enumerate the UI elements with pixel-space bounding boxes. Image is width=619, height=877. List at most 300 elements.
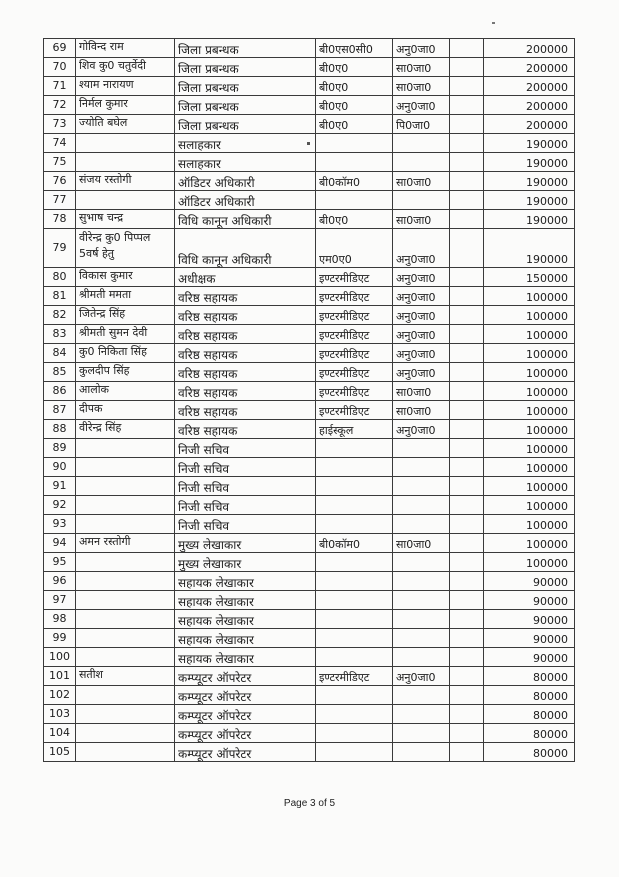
serial-number-cell: 103: [44, 705, 76, 724]
qualification-cell: [316, 743, 393, 762]
blank-cell: [450, 591, 484, 610]
blank-cell: [450, 382, 484, 401]
designation-cell: वरिष्ठ सहायक: [175, 325, 316, 344]
category-cell: अनु0जा0: [393, 96, 450, 115]
qualification-cell: [316, 686, 393, 705]
category-cell: [393, 629, 450, 648]
table-row: [44, 458, 575, 477]
blank-cell: [450, 724, 484, 743]
blank-cell: [450, 458, 484, 477]
qualification-cell: [316, 610, 393, 629]
serial-number-cell: 99: [44, 629, 76, 648]
serial-number-cell: 80: [44, 268, 76, 287]
qualification-cell: [316, 477, 393, 496]
table-row: [44, 77, 575, 96]
blank-cell: [450, 172, 484, 191]
category-cell: अनु0जा0: [393, 39, 450, 58]
qualification-cell: [316, 705, 393, 724]
category-cell: [393, 477, 450, 496]
table-row: [44, 115, 575, 134]
salary-cell: 100000: [484, 496, 575, 515]
designation-cell: ऑडिटर अधिकारी: [175, 172, 316, 191]
salary-cell: 100000: [484, 458, 575, 477]
blank-cell: [450, 306, 484, 325]
qualification-cell: [316, 191, 393, 210]
category-cell: [393, 458, 450, 477]
designation-cell: सहायक लेखाकार: [175, 610, 316, 629]
salary-cell: 90000: [484, 591, 575, 610]
employee-name-cell: [76, 496, 175, 515]
qualification-cell: [316, 572, 393, 591]
serial-number-cell: 93: [44, 515, 76, 534]
qualification-cell: इण्टरमीडिएट: [316, 382, 393, 401]
blank-cell: [450, 39, 484, 58]
table-row: [44, 515, 575, 534]
table-row: [44, 705, 575, 724]
salary-cell: 100000: [484, 553, 575, 572]
qualification-cell: बी0कॉम0: [316, 172, 393, 191]
serial-number-cell: 71: [44, 77, 76, 96]
scan-speck: [492, 22, 495, 24]
qualification-cell: [316, 591, 393, 610]
category-cell: सा0जा0: [393, 58, 450, 77]
salary-cell: 80000: [484, 686, 575, 705]
employee-name-cell: [76, 191, 175, 210]
employee-name-cell: [76, 629, 175, 648]
table-row: [44, 629, 575, 648]
blank-cell: [450, 572, 484, 591]
salary-cell: 90000: [484, 629, 575, 648]
blank-cell: [450, 629, 484, 648]
qualification-cell: एम0ए0: [316, 229, 393, 268]
salary-cell: 190000: [484, 134, 575, 153]
category-cell: अनु0जा0: [393, 667, 450, 686]
employee-name-cell: [76, 724, 175, 743]
serial-number-cell: 77: [44, 191, 76, 210]
designation-cell: विधि कानून अधिकारी: [175, 210, 316, 229]
table-row: [44, 306, 575, 325]
salary-cell: 100000: [484, 477, 575, 496]
qualification-cell: [316, 496, 393, 515]
blank-cell: [450, 229, 484, 268]
designation-cell: निजी सचिव: [175, 496, 316, 515]
category-cell: [393, 724, 450, 743]
employee-name-cell: [76, 743, 175, 762]
table-row: [44, 439, 575, 458]
employee-name-cell: [76, 458, 175, 477]
qualification-cell: इण्टरमीडिएट: [316, 363, 393, 382]
table-row: [44, 553, 575, 572]
table-row: [44, 268, 575, 287]
serial-number-cell: 90: [44, 458, 76, 477]
blank-cell: [450, 287, 484, 306]
category-cell: सा0जा0: [393, 382, 450, 401]
qualification-cell: इण्टरमीडिएट: [316, 325, 393, 344]
designation-cell: जिला प्रबन्धक: [175, 58, 316, 77]
serial-number-cell: 92: [44, 496, 76, 515]
table-row: [44, 382, 575, 401]
designation-cell: जिला प्रबन्धक: [175, 39, 316, 58]
category-cell: [393, 686, 450, 705]
employee-name-cell: श्रीमती सुमन देवी: [76, 325, 175, 344]
serial-number-cell: 101: [44, 667, 76, 686]
blank-cell: [450, 667, 484, 686]
employee-name-cell: शिव कु0 चतुर्वेदी: [76, 58, 175, 77]
category-cell: [393, 648, 450, 667]
designation-cell: वरिष्ठ सहायक: [175, 382, 316, 401]
blank-cell: [450, 743, 484, 762]
category-cell: [393, 553, 450, 572]
salary-cell: 200000: [484, 58, 575, 77]
employee-name-cell: [76, 686, 175, 705]
salary-cell: 200000: [484, 39, 575, 58]
qualification-cell: बी0कॉम0: [316, 534, 393, 553]
qualification-cell: हाईस्कूल: [316, 420, 393, 439]
employee-name-cell: जितेन्द्र सिंह: [76, 306, 175, 325]
qualification-cell: बी0ए0: [316, 115, 393, 134]
employee-name-cell: श्याम नारायण: [76, 77, 175, 96]
employee-name-cell: [76, 591, 175, 610]
category-cell: [393, 610, 450, 629]
serial-number-cell: 69: [44, 39, 76, 58]
salary-cell: 100000: [484, 325, 575, 344]
page-footer: Page 3 of 5: [283, 798, 336, 809]
employee-name-cell: कु0 निकिता सिंह: [76, 344, 175, 363]
category-cell: [393, 572, 450, 591]
table-row: [44, 325, 575, 344]
salary-cell: 100000: [484, 401, 575, 420]
blank-cell: [450, 515, 484, 534]
employee-name-cell: [76, 153, 175, 172]
employee-name-cell: वीरेन्द्र कु0 पिप्पल 5वर्ष हेतु: [76, 229, 175, 268]
salary-cell: 190000: [484, 172, 575, 191]
blank-cell: [450, 58, 484, 77]
salary-cell: 100000: [484, 287, 575, 306]
employee-name-cell: आलोक: [76, 382, 175, 401]
table-row: [44, 210, 575, 229]
serial-number-cell: 83: [44, 325, 76, 344]
serial-number-cell: 97: [44, 591, 76, 610]
category-cell: अनु0जा0: [393, 287, 450, 306]
blank-cell: [450, 553, 484, 572]
serial-number-cell: 105: [44, 743, 76, 762]
designation-cell: कम्प्यूटर ऑपरेटर: [175, 743, 316, 762]
serial-number-cell: 82: [44, 306, 76, 325]
designation-cell: निजी सचिव: [175, 439, 316, 458]
serial-number-cell: 79: [44, 229, 76, 268]
serial-number-cell: 89: [44, 439, 76, 458]
blank-cell: [450, 686, 484, 705]
designation-cell: मुख्य लेखाकार: [175, 553, 316, 572]
qualification-cell: [316, 134, 393, 153]
designation-cell: अधीक्षक: [175, 268, 316, 287]
designation-cell: सहायक लेखाकार: [175, 572, 316, 591]
table-row: [44, 344, 575, 363]
serial-number-cell: 98: [44, 610, 76, 629]
table-row: [44, 401, 575, 420]
qualification-cell: [316, 515, 393, 534]
salary-cell: 90000: [484, 648, 575, 667]
table-row: [44, 591, 575, 610]
serial-number-cell: 85: [44, 363, 76, 382]
employee-name-cell: सुभाष चन्द्र: [76, 210, 175, 229]
table-row: [44, 648, 575, 667]
category-cell: [393, 515, 450, 534]
table-row: [44, 229, 575, 268]
employee-name-cell: कुलदीप सिंह: [76, 363, 175, 382]
designation-cell: वरिष्ठ सहायक: [175, 401, 316, 420]
table-row: [44, 58, 575, 77]
serial-number-cell: 91: [44, 477, 76, 496]
category-cell: अनु0जा0: [393, 229, 450, 268]
designation-cell: कम्प्यूटर ऑपरेटर: [175, 667, 316, 686]
table-row: [44, 534, 575, 553]
category-cell: [393, 134, 450, 153]
employee-name-cell: [76, 572, 175, 591]
qualification-cell: [316, 629, 393, 648]
serial-number-cell: 88: [44, 420, 76, 439]
designation-cell: मुख्य लेखाकार: [175, 534, 316, 553]
serial-number-cell: 75: [44, 153, 76, 172]
table-row: [44, 724, 575, 743]
serial-number-cell: 96: [44, 572, 76, 591]
designation-cell: निजी सचिव: [175, 477, 316, 496]
serial-number-cell: 86: [44, 382, 76, 401]
qualification-cell: बी0एस0सी0: [316, 39, 393, 58]
blank-cell: [450, 96, 484, 115]
serial-number-cell: 100: [44, 648, 76, 667]
serial-number-cell: 76: [44, 172, 76, 191]
table-row: [44, 39, 575, 58]
blank-cell: [450, 115, 484, 134]
salary-cell: 100000: [484, 382, 575, 401]
designation-cell: सलाहकार: [175, 153, 316, 172]
blank-cell: [450, 191, 484, 210]
qualification-cell: [316, 648, 393, 667]
serial-number-cell: 87: [44, 401, 76, 420]
category-cell: सा0जा0: [393, 77, 450, 96]
employee-name-cell: वीरेन्द्र सिंह: [76, 420, 175, 439]
blank-cell: [450, 325, 484, 344]
category-cell: अनु0जा0: [393, 306, 450, 325]
employee-name-cell: [76, 134, 175, 153]
serial-number-cell: 102: [44, 686, 76, 705]
blank-cell: [450, 210, 484, 229]
serial-number-cell: 81: [44, 287, 76, 306]
salary-cell: 100000: [484, 344, 575, 363]
salary-cell: 80000: [484, 743, 575, 762]
employee-name-cell: [76, 553, 175, 572]
table-row: [44, 610, 575, 629]
serial-number-cell: 84: [44, 344, 76, 363]
qualification-cell: इण्टरमीडिएट: [316, 287, 393, 306]
blank-cell: [450, 344, 484, 363]
employee-name-cell: ज्योति बघेल: [76, 115, 175, 134]
designation-cell: ऑडिटर अधिकारी: [175, 191, 316, 210]
blank-cell: [450, 420, 484, 439]
category-cell: अनु0जा0: [393, 325, 450, 344]
salary-cell: 200000: [484, 77, 575, 96]
salary-cell: 80000: [484, 667, 575, 686]
qualification-cell: [316, 153, 393, 172]
qualification-cell: इण्टरमीडिएट: [316, 344, 393, 363]
employee-name-cell: [76, 705, 175, 724]
qualification-cell: बी0ए0: [316, 96, 393, 115]
employee-name-cell: [76, 610, 175, 629]
qualification-cell: [316, 458, 393, 477]
qualification-cell: इण्टरमीडिएट: [316, 306, 393, 325]
designation-cell: वरिष्ठ सहायक: [175, 420, 316, 439]
salary-cell: 190000: [484, 210, 575, 229]
table-row: [44, 743, 575, 762]
designation-cell: विधि कानून अधिकारी: [175, 229, 316, 268]
category-cell: सा0जा0: [393, 210, 450, 229]
category-cell: अनु0जा0: [393, 268, 450, 287]
salary-cell: 80000: [484, 724, 575, 743]
designation-cell: जिला प्रबन्धक: [175, 115, 316, 134]
qualification-cell: [316, 439, 393, 458]
salary-cell: 100000: [484, 439, 575, 458]
serial-number-cell: 95: [44, 553, 76, 572]
category-cell: [393, 591, 450, 610]
employee-name-cell: [76, 477, 175, 496]
blank-cell: [450, 363, 484, 382]
salary-cell: 100000: [484, 363, 575, 382]
salary-cell: 100000: [484, 420, 575, 439]
designation-cell: जिला प्रबन्धक: [175, 77, 316, 96]
qualification-cell: इण्टरमीडिएट: [316, 401, 393, 420]
salary-cell: 90000: [484, 610, 575, 629]
serial-number-cell: 73: [44, 115, 76, 134]
salary-cell: 100000: [484, 515, 575, 534]
employee-name-cell: श्रीमती ममता: [76, 287, 175, 306]
salary-cell: 90000: [484, 572, 575, 591]
designation-cell: कम्प्यूटर ऑपरेटर: [175, 724, 316, 743]
serial-number-cell: 104: [44, 724, 76, 743]
employee-name-cell: विकास कुमार: [76, 268, 175, 287]
category-cell: अनु0जा0: [393, 344, 450, 363]
employee-name-cell: [76, 439, 175, 458]
table-row: [44, 287, 575, 306]
designation-cell: सहायक लेखाकार: [175, 591, 316, 610]
designation-cell: निजी सचिव: [175, 458, 316, 477]
designation-cell: निजी सचिव: [175, 515, 316, 534]
qualification-cell: बी0ए0: [316, 210, 393, 229]
designation-cell: जिला प्रबन्धक: [175, 96, 316, 115]
employee-name-cell: [76, 515, 175, 534]
category-cell: अनु0जा0: [393, 363, 450, 382]
serial-number-cell: 94: [44, 534, 76, 553]
salary-cell: 190000: [484, 229, 575, 268]
blank-cell: [450, 477, 484, 496]
designation-cell: सलाहकार: [175, 134, 316, 153]
salary-cell: 190000: [484, 153, 575, 172]
category-cell: [393, 705, 450, 724]
table-row: [44, 572, 575, 591]
table-row: [44, 96, 575, 115]
employee-name-cell: गोविन्द राम: [76, 39, 175, 58]
table-row: [44, 686, 575, 705]
salary-cell: 150000: [484, 268, 575, 287]
salary-cell: 100000: [484, 534, 575, 553]
serial-number-cell: 70: [44, 58, 76, 77]
designation-cell: कम्प्यूटर ऑपरेटर: [175, 686, 316, 705]
blank-cell: [450, 439, 484, 458]
category-cell: [393, 191, 450, 210]
salary-cell: 200000: [484, 115, 575, 134]
category-cell: [393, 496, 450, 515]
designation-cell: सहायक लेखाकार: [175, 629, 316, 648]
blank-cell: [450, 496, 484, 515]
designation-cell: सहायक लेखाकार: [175, 648, 316, 667]
qualification-cell: [316, 724, 393, 743]
blank-cell: [450, 534, 484, 553]
category-cell: सा0जा0: [393, 401, 450, 420]
designation-cell: वरिष्ठ सहायक: [175, 363, 316, 382]
employee-name-cell: अमन रस्तोगी: [76, 534, 175, 553]
designation-cell: कम्प्यूटर ऑपरेटर: [175, 705, 316, 724]
table-row: [44, 191, 575, 210]
category-cell: [393, 153, 450, 172]
employee-name-cell: सतीश: [76, 667, 175, 686]
staff-salary-table: [43, 38, 575, 762]
blank-cell: [450, 268, 484, 287]
designation-cell: वरिष्ठ सहायक: [175, 287, 316, 306]
salary-cell: 80000: [484, 705, 575, 724]
serial-number-cell: 72: [44, 96, 76, 115]
blank-cell: [450, 401, 484, 420]
blank-cell: [450, 610, 484, 629]
category-cell: अनु0जा0: [393, 420, 450, 439]
blank-cell: [450, 77, 484, 96]
serial-number-cell: 74: [44, 134, 76, 153]
blank-cell: [450, 134, 484, 153]
designation-cell: वरिष्ठ सहायक: [175, 306, 316, 325]
table-row: [44, 153, 575, 172]
blank-cell: [450, 648, 484, 667]
salary-cell: 200000: [484, 96, 575, 115]
employee-name-cell: निर्मल कुमार: [76, 96, 175, 115]
serial-number-cell: 78: [44, 210, 76, 229]
salary-cell: 190000: [484, 191, 575, 210]
table-row: [44, 477, 575, 496]
table-row: [44, 667, 575, 686]
qualification-cell: बी0ए0: [316, 77, 393, 96]
qualification-cell: इण्टरमीडिएट: [316, 268, 393, 287]
category-cell: सा0जा0: [393, 534, 450, 553]
table-body: [44, 39, 575, 762]
salary-cell: 100000: [484, 306, 575, 325]
table-row: [44, 134, 575, 153]
category-cell: सा0जा0: [393, 172, 450, 191]
blank-cell: [450, 153, 484, 172]
table-row: [44, 172, 575, 191]
category-cell: [393, 743, 450, 762]
qualification-cell: इण्टरमीडिएट: [316, 667, 393, 686]
qualification-cell: [316, 553, 393, 572]
category-cell: पि0जा0: [393, 115, 450, 134]
employee-name-cell: [76, 648, 175, 667]
designation-cell: वरिष्ठ सहायक: [175, 344, 316, 363]
employee-name-cell: संजय रस्तोगी: [76, 172, 175, 191]
qualification-cell: बी0ए0: [316, 58, 393, 77]
blank-cell: [450, 705, 484, 724]
employee-name-cell: दीपक: [76, 401, 175, 420]
category-cell: [393, 439, 450, 458]
table-row: [44, 363, 575, 382]
table-row: [44, 496, 575, 515]
table-row: [44, 420, 575, 439]
